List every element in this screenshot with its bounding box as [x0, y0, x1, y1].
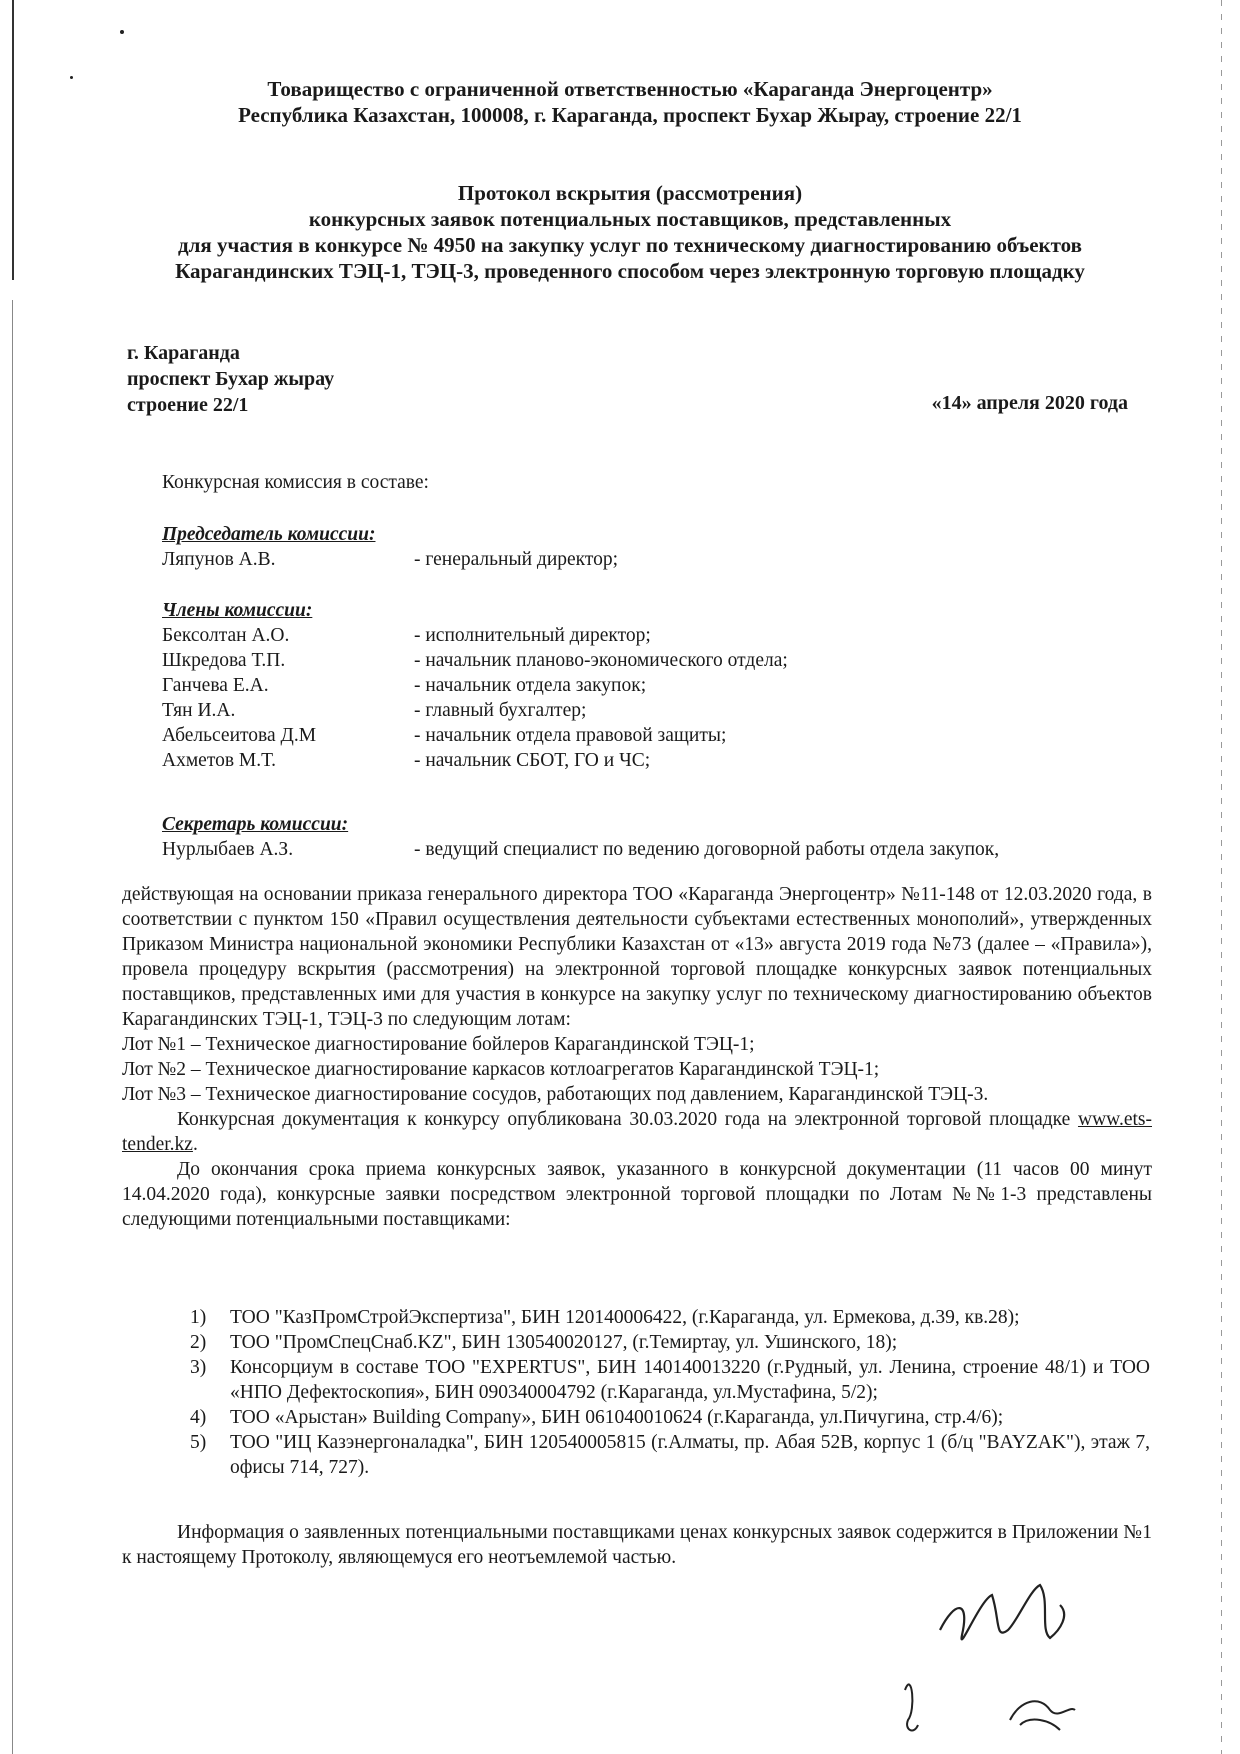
- chairman-section: [162, 522, 618, 572]
- member-role: - начальник отдела закупок;: [414, 675, 647, 696]
- place-building: строение 22/1: [127, 394, 249, 416]
- lots-list: [122, 1032, 1152, 1107]
- handwritten-signatures-image: [900, 1560, 1090, 1740]
- suppliers-list: [190, 1305, 1150, 1480]
- supplier-item: [190, 1305, 1150, 1330]
- scan-edge-mark: [1221, 0, 1222, 1754]
- supplier-text: ТОО «Арыстан» Building Company», БИН 061040010624 (г.Караганда, ул.Пичугина, стр.4/6);: [230, 1407, 1004, 1428]
- secretary-section: [162, 812, 999, 862]
- place-street: проспект Бухар жырау: [127, 368, 335, 390]
- members-section: [162, 598, 788, 773]
- member-role: - главный бухгалтер;: [414, 700, 587, 721]
- supplier-text: ТОО "ИЦ Казэнергоналадка", БИН 120540005815 (г.Алматы, пр. Абая 52В, корпус 1 (б/ц "BAYZAK"), этаж 7, офисы 714, 727).: [230, 1432, 1150, 1478]
- commission-member: [162, 837, 999, 862]
- member-name: Нурлыбаев А.З.: [162, 839, 294, 860]
- title-line: Карагандинских ТЭЦ-1, ТЭЦ-3, проведенного способом через электронную торговую площадку: [175, 259, 1085, 283]
- deadline-paragraph: До окончания срока приема конкурсных заявок, указанного в конкурсной документации (11 часов 00 минут 14.04.2020 года), конкурсные заявки посредством электронной торговой площадки по Лотам №№1-3 представлены следующими потенциальными поставщиками:: [122, 1159, 1152, 1230]
- secretary-heading: Секретарь комиссии:: [162, 814, 349, 835]
- scan-edge-mark: [12, 300, 13, 1754]
- organization-header: [120, 76, 1140, 128]
- supplier-text: ТОО "КазПромСтройЭкспертиза", БИН 120140006422, (г.Караганда, ул. Ермекова, д.39, кв.28);: [230, 1307, 1020, 1328]
- supplier-item: [190, 1405, 1150, 1430]
- member-role: - генеральный директор;: [414, 549, 619, 570]
- commission-member: [162, 748, 788, 773]
- commission-member: [162, 623, 788, 648]
- member-role: - начальник СБОТ, ГО и ЧС;: [414, 750, 651, 771]
- members-heading: Члены комиссии:: [162, 600, 313, 621]
- document-date: «14» апреля 2020 года: [931, 392, 1128, 414]
- commission-member: [162, 673, 788, 698]
- commission-intro: Конкурсная комиссия в составе:: [162, 472, 429, 493]
- scan-speck: [70, 76, 73, 79]
- supplier-text: ТОО "ПромСпецСнаб.KZ", БИН 130540020127, (г.Темиртау, ул. Ушинского, 18);: [230, 1332, 898, 1353]
- member-name: Тян И.А.: [162, 700, 236, 721]
- supplier-item: [190, 1430, 1150, 1480]
- supplier-item: [190, 1330, 1150, 1355]
- member-role: - начальник планово-экономического отдела;: [414, 650, 788, 671]
- member-name: Абельсеитова Д.М: [162, 725, 317, 746]
- place-city: г. Караганда: [127, 342, 240, 364]
- member-name: Шкредова Т.П.: [162, 650, 286, 671]
- commission-member: [162, 723, 788, 748]
- member-name: Ахметов М.Т.: [162, 750, 276, 771]
- supplier-number: 2): [190, 1332, 207, 1353]
- lot-item: Лот №3 – Техническое диагностирование сосудов, работающих под давлением, Карагандинской ТЭЦ-3.: [122, 1084, 989, 1105]
- commission-member: [162, 698, 788, 723]
- publication-text: Конкурсная документация к конкурсу опубликована 30.03.2020 года на электронной торговой площадке: [177, 1109, 1078, 1130]
- supplier-number: 5): [190, 1432, 207, 1453]
- final-paragraph-text: Информация о заявленных потенциальными поставщиками ценах конкурсных заявок содержится в Приложении №1 к настоящему Протоколу, являющемуся его неотъемлемой частью.: [122, 1522, 1152, 1568]
- scan-speck: [120, 30, 124, 34]
- main-paragraph: действующая на основании приказа генерального директора ТОО «Караганда Энергоцентр» №11-148 от 12.03.2020 года, в соответствии с пунктом 150 «Правил осуществления деятельности субъектами естественных монополий», утвержденных Приказом Министра национальной экономики Республики Казахстан от «13» августа 2019 года №73 (далее – «Правила»), провела процедуру вскрытия (рассмотрения) на электронной торговой площадке конкурсных заявок потенциальных поставщиков, представленных ими для участия в конкурсе на закупку услуг по техническому диагностированию объектов Карагандинских ТЭЦ-1, ТЭЦ-3 по следующим лотам:: [122, 884, 1152, 1030]
- publication-paragraph: [122, 1107, 1152, 1157]
- supplier-number: 1): [190, 1307, 207, 1328]
- title-line: конкурсных заявок потенциальных поставщиков, представленных: [308, 207, 952, 231]
- place-block: [127, 340, 334, 418]
- commission-member: [162, 648, 788, 673]
- document-title: [120, 180, 1140, 284]
- member-name: Бексолтан А.О.: [162, 625, 290, 646]
- supplier-text: Консорциум в составе ТОО "EXPERTUS", БИН 140140013220 (г.Рудный, ул. Ленина, строение 48/1) и ТОО «НПО Дефектоскопия», БИН 090340004792 (г.Караганда, ул.Мустафина, 5/2);: [230, 1357, 1150, 1403]
- scan-edge-mark: [12, 0, 14, 280]
- publication-end: .: [192, 1134, 198, 1155]
- member-role: - исполнительный директор;: [414, 625, 651, 646]
- supplier-number: 4): [190, 1407, 207, 1428]
- organization-name: Товарищество с ограниченной ответственностью «Караганда Энергоцентр»: [267, 77, 993, 101]
- title-line: Протокол вскрытия (рассмотрения): [457, 181, 803, 205]
- lot-item: Лот №2 – Техническое диагностирование каркасов котлоагрегатов Карагандинской ТЭЦ-1;: [122, 1059, 880, 1080]
- members-list: [162, 623, 788, 773]
- supplier-item: [190, 1355, 1150, 1405]
- member-role: - ведущий специалист по ведению договорной работы отдела закупок,: [414, 839, 1000, 860]
- chairman-heading: Председатель комиссии:: [162, 524, 376, 545]
- member-role: - начальник отдела правовой защиты;: [414, 725, 727, 746]
- commission-member: [162, 547, 618, 572]
- supplier-number: 3): [190, 1357, 207, 1378]
- organization-address: Республика Казахстан, 100008, г. Караганда, проспект Бухар Жырау, строение 22/1: [238, 103, 1022, 127]
- title-line: для участия в конкурсе № 4950 на закупку услуг по техническому диагностированию объектов: [177, 233, 1082, 257]
- member-name: Ляпунов А.В.: [162, 549, 276, 570]
- lot-item: Лот №1 – Техническое диагностирование бойлеров Карагандинской ТЭЦ-1;: [122, 1034, 755, 1055]
- main-paragraph-block: [122, 882, 1152, 1232]
- ets-tender-link[interactable]: www.ets-tender.kz: [122, 1109, 1152, 1155]
- member-name: Ганчева Е.А.: [162, 675, 269, 696]
